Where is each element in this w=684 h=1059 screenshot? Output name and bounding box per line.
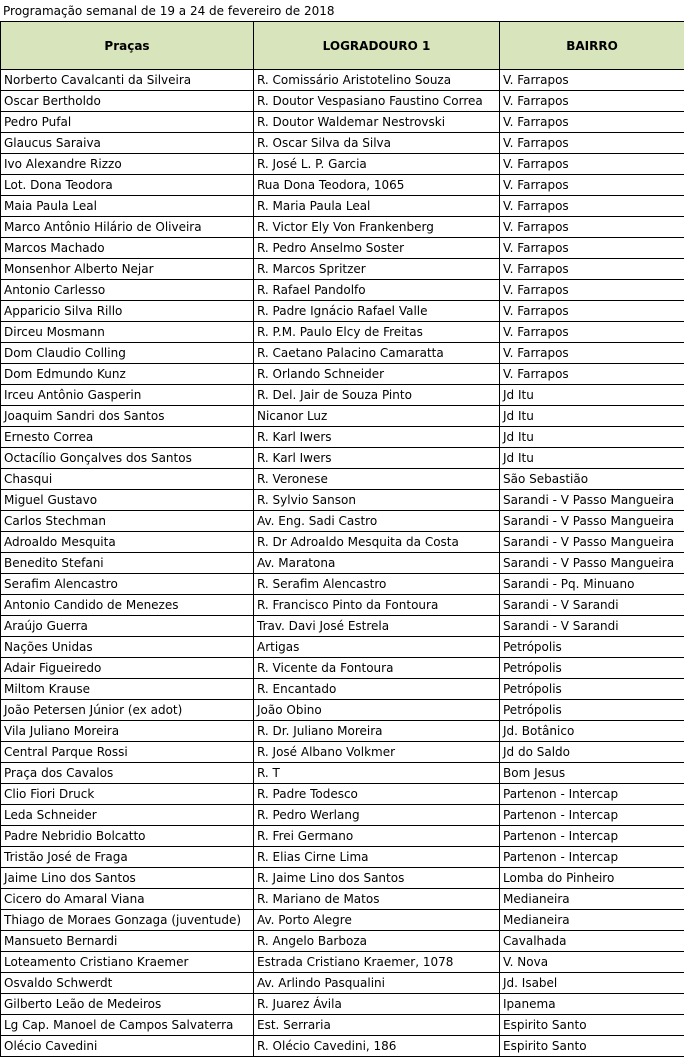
cell-logradouro: R. Angelo Barboza — [254, 931, 500, 952]
cell-bairro: Sarandi - V Sarandi — [500, 595, 684, 616]
cell-praca: Praça dos Cavalos — [1, 763, 254, 784]
cell-bairro: Partenon - Intercap — [500, 826, 684, 847]
cell-praca: Monsenhor Alberto Nejar — [1, 259, 254, 280]
cell-bairro: Sarandi - Pq. Minuano — [500, 574, 684, 595]
cell-logradouro: R. Frei Germano — [254, 826, 500, 847]
table-row — [1, 994, 684, 1015]
cell-bairro: Sarandi - V Passo Mangueira — [500, 532, 684, 553]
table-row — [1, 910, 684, 931]
cell-bairro: V. Farrapos — [500, 217, 684, 238]
header-row — [1, 22, 684, 70]
cell-logradouro: R. Orlando Schneider — [254, 364, 500, 385]
cell-logradouro: R. Mariano de Matos — [254, 889, 500, 910]
cell-bairro: Jd do Saldo — [500, 742, 684, 763]
cell-logradouro: R. José Albano Volkmer — [254, 742, 500, 763]
cell-logradouro: R. Rafael Pandolfo — [254, 280, 500, 301]
cell-bairro: V. Farrapos — [500, 301, 684, 322]
table-row — [1, 70, 684, 91]
cell-logradouro: R. Caetano Palacino Camaratta — [254, 343, 500, 364]
cell-bairro: V. Farrapos — [500, 91, 684, 112]
table-row — [1, 784, 684, 805]
cell-logradouro: Av. Eng. Sadi Castro — [254, 511, 500, 532]
cell-praca: Thiago de Moraes Gonzaga (juventude) — [1, 910, 254, 931]
cell-bairro: Bom Jesus — [500, 763, 684, 784]
cell-praca: Lot. Dona Teodora — [1, 175, 254, 196]
cell-praca: Carlos Stechman — [1, 511, 254, 532]
table-row — [1, 616, 684, 637]
cell-logradouro: Av. Porto Alegre — [254, 910, 500, 931]
table-row — [1, 175, 684, 196]
cell-praca: Gilberto Leão de Medeiros — [1, 994, 254, 1015]
table-row — [1, 427, 684, 448]
table-row — [1, 112, 684, 133]
cell-praca: Marcos Machado — [1, 238, 254, 259]
cell-logradouro: R. Doutor Waldemar Nestrovski — [254, 112, 500, 133]
cell-bairro: V. Farrapos — [500, 343, 684, 364]
table-row — [1, 658, 684, 679]
cell-logradouro: R. Padre Todesco — [254, 784, 500, 805]
cell-logradouro: R. Pedro Werlang — [254, 805, 500, 826]
cell-bairro: V. Farrapos — [500, 238, 684, 259]
cell-bairro: Jd Itu — [500, 385, 684, 406]
cell-bairro: Jd Itu — [500, 406, 684, 427]
cell-bairro: V. Farrapos — [500, 196, 684, 217]
table-row — [1, 826, 684, 847]
cell-logradouro: R. Elias Cirne Lima — [254, 847, 500, 868]
cell-praca: Miguel Gustavo — [1, 490, 254, 511]
table-row — [1, 805, 684, 826]
cell-logradouro: R. Doutor Vespasiano Faustino Correa — [254, 91, 500, 112]
cell-praca: Cicero do Amaral Viana — [1, 889, 254, 910]
cell-bairro: Partenon - Intercap — [500, 784, 684, 805]
cell-bairro: Sarandi - V Passo Mangueira — [500, 511, 684, 532]
table-row — [1, 889, 684, 910]
cell-praca: Jaime Lino dos Santos — [1, 868, 254, 889]
cell-logradouro: R. Encantado — [254, 679, 500, 700]
cell-bairro: Medianeira — [500, 889, 684, 910]
cell-praca: Araújo Guerra — [1, 616, 254, 637]
cell-praca: Dom Edmundo Kunz — [1, 364, 254, 385]
cell-logradouro: R. Olécio Cavedini, 186 — [254, 1036, 500, 1057]
cell-logradouro: R. Marcos Spritzer — [254, 259, 500, 280]
cell-bairro: Jd. Isabel — [500, 973, 684, 994]
cell-logradouro: João Obino — [254, 700, 500, 721]
table-row — [1, 868, 684, 889]
cell-logradouro: R. Karl Iwers — [254, 448, 500, 469]
table-row — [1, 406, 684, 427]
cell-bairro: V. Farrapos — [500, 133, 684, 154]
cell-bairro: Partenon - Intercap — [500, 847, 684, 868]
cell-bairro: V. Farrapos — [500, 259, 684, 280]
cell-bairro: Petrópolis — [500, 637, 684, 658]
cell-praca: Serafim Alencastro — [1, 574, 254, 595]
cell-logradouro: R. Dr Adroaldo Mesquita da Costa — [254, 532, 500, 553]
table-row — [1, 931, 684, 952]
cell-bairro: V. Nova — [500, 952, 684, 973]
cell-bairro: Petrópolis — [500, 658, 684, 679]
cell-bairro: Jd Itu — [500, 448, 684, 469]
cell-logradouro: Trav. Davi José Estrela — [254, 616, 500, 637]
cell-bairro: V. Farrapos — [500, 364, 684, 385]
cell-logradouro: R. P.M. Paulo Elcy de Freitas — [254, 322, 500, 343]
cell-logradouro: R. Serafim Alencastro — [254, 574, 500, 595]
cell-praca: Maia Paula Leal — [1, 196, 254, 217]
cell-praca: Padre Nebridio Bolcatto — [1, 826, 254, 847]
cell-bairro: Ipanema — [500, 994, 684, 1015]
table-row — [1, 448, 684, 469]
cell-logradouro: R. Dr. Juliano Moreira — [254, 721, 500, 742]
cell-logradouro: Estrada Cristiano Kraemer, 1078 — [254, 952, 500, 973]
cell-praca: Dirceu Mosmann — [1, 322, 254, 343]
cell-bairro: V. Farrapos — [500, 280, 684, 301]
cell-logradouro: R. T — [254, 763, 500, 784]
cell-bairro: Sarandi - V Passo Mangueira — [500, 553, 684, 574]
header-logradouro: LOGRADOURO 1 — [254, 22, 500, 70]
cell-bairro: Espirito Santo — [500, 1036, 684, 1057]
table-row — [1, 280, 684, 301]
cell-praca: Ernesto Correa — [1, 427, 254, 448]
table-row — [1, 154, 684, 175]
cell-praca: Pedro Pufal — [1, 112, 254, 133]
cell-praca: Marco Antônio Hilário de Oliveira — [1, 217, 254, 238]
cell-bairro: Partenon - Intercap — [500, 805, 684, 826]
cell-praca: Dom Claudio Colling — [1, 343, 254, 364]
cell-praca: Apparicio Silva Rillo — [1, 301, 254, 322]
table-row — [1, 553, 684, 574]
table-row — [1, 532, 684, 553]
table-row — [1, 721, 684, 742]
cell-praca: Benedito Stefani — [1, 553, 254, 574]
cell-bairro: São Sebastião — [500, 469, 684, 490]
cell-bairro: V. Farrapos — [500, 322, 684, 343]
cell-logradouro: R. José L. P. Garcia — [254, 154, 500, 175]
cell-praca: Adroaldo Mesquita — [1, 532, 254, 553]
cell-bairro: Cavalhada — [500, 931, 684, 952]
cell-praca: Ivo Alexandre Rizzo — [1, 154, 254, 175]
cell-praca: Central Parque Rossi — [1, 742, 254, 763]
cell-praca: Antonio Candido de Menezes — [1, 595, 254, 616]
cell-praca: João Petersen Júnior (ex adot) — [1, 700, 254, 721]
schedule-table — [0, 21, 684, 1057]
cell-bairro: Medianeira — [500, 910, 684, 931]
cell-praca: Antonio Carlesso — [1, 280, 254, 301]
table-row — [1, 574, 684, 595]
table-row — [1, 637, 684, 658]
cell-logradouro: R. Jaime Lino dos Santos — [254, 868, 500, 889]
cell-praca: Osvaldo Schwerdt — [1, 973, 254, 994]
cell-bairro: V. Farrapos — [500, 175, 684, 196]
table-row — [1, 763, 684, 784]
table-row — [1, 511, 684, 532]
cell-praca: Glaucus Saraiva — [1, 133, 254, 154]
cell-logradouro: R. Del. Jair de Souza Pinto — [254, 385, 500, 406]
table-row — [1, 1015, 684, 1036]
table-row — [1, 91, 684, 112]
cell-logradouro: R. Karl Iwers — [254, 427, 500, 448]
table-row — [1, 847, 684, 868]
table-row — [1, 490, 684, 511]
cell-bairro: Lomba do Pinheiro — [500, 868, 684, 889]
table-row — [1, 700, 684, 721]
table-row — [1, 973, 684, 994]
table-row — [1, 238, 684, 259]
cell-bairro: Sarandi - V Passo Mangueira — [500, 490, 684, 511]
cell-bairro: V. Farrapos — [500, 112, 684, 133]
table-row — [1, 259, 684, 280]
table-row — [1, 679, 684, 700]
cell-logradouro: Av. Maratona — [254, 553, 500, 574]
cell-logradouro: Artigas — [254, 637, 500, 658]
cell-logradouro: R. Vicente da Fontoura — [254, 658, 500, 679]
cell-praca: Irceu Antônio Gasperin — [1, 385, 254, 406]
cell-praca: Vila Juliano Moreira — [1, 721, 254, 742]
cell-praca: Octacílio Gonçalves dos Santos — [1, 448, 254, 469]
cell-logradouro: R. Juarez Ávila — [254, 994, 500, 1015]
table-row — [1, 301, 684, 322]
cell-logradouro: R. Francisco Pinto da Fontoura — [254, 595, 500, 616]
cell-bairro: Jd Itu — [500, 427, 684, 448]
cell-praca: Lg Cap. Manoel de Campos Salvaterra — [1, 1015, 254, 1036]
table-row — [1, 322, 684, 343]
cell-logradouro: Rua Dona Teodora, 1065 — [254, 175, 500, 196]
cell-logradouro: R. Padre Ignácio Rafael Valle — [254, 301, 500, 322]
table-row — [1, 742, 684, 763]
cell-praca: Nações Unidas — [1, 637, 254, 658]
cell-praca: Joaquim Sandri dos Santos — [1, 406, 254, 427]
cell-bairro: Espirito Santo — [500, 1015, 684, 1036]
cell-bairro: V. Farrapos — [500, 70, 684, 91]
table-row — [1, 1036, 684, 1057]
table-body — [1, 70, 684, 1057]
cell-bairro: Petrópolis — [500, 679, 684, 700]
cell-logradouro: Nicanor Luz — [254, 406, 500, 427]
cell-praca: Mansueto Bernardi — [1, 931, 254, 952]
header-bairro: BAIRRO — [500, 22, 684, 70]
cell-praca: Chasqui — [1, 469, 254, 490]
schedule-caption: Programação semanal de 19 a 24 de fevereiro de 2018 — [3, 4, 335, 18]
cell-logradouro: R. Pedro Anselmo Soster — [254, 238, 500, 259]
cell-praca: Loteamento Cristiano Kraemer — [1, 952, 254, 973]
table-row — [1, 595, 684, 616]
cell-logradouro: Av. Arlindo Pasqualini — [254, 973, 500, 994]
cell-praca: Miltom Krause — [1, 679, 254, 700]
cell-praca: Tristão José de Fraga — [1, 847, 254, 868]
cell-praca: Leda Schneider — [1, 805, 254, 826]
cell-praca: Norberto Cavalcanti da Silveira — [1, 70, 254, 91]
cell-praca: Olécio Cavedini — [1, 1036, 254, 1057]
cell-logradouro: R. Oscar Silva da Silva — [254, 133, 500, 154]
header-pracas: Praças — [1, 22, 254, 70]
cell-logradouro: R. Victor Ely Von Frankenberg — [254, 217, 500, 238]
table-row — [1, 364, 684, 385]
table-row — [1, 469, 684, 490]
cell-praca: Clio Fiori Druck — [1, 784, 254, 805]
cell-logradouro: R. Maria Paula Leal — [254, 196, 500, 217]
cell-bairro: Jd. Botânico — [500, 721, 684, 742]
cell-logradouro: R. Sylvio Sanson — [254, 490, 500, 511]
table-row — [1, 343, 684, 364]
cell-praca: Oscar Bertholdo — [1, 91, 254, 112]
table-row — [1, 217, 684, 238]
table-row — [1, 133, 684, 154]
table-row — [1, 952, 684, 973]
cell-bairro: Petrópolis — [500, 700, 684, 721]
cell-logradouro: R. Veronese — [254, 469, 500, 490]
table-row — [1, 196, 684, 217]
table-row — [1, 385, 684, 406]
cell-praca: Adair Figueiredo — [1, 658, 254, 679]
cell-bairro: Sarandi - V Sarandi — [500, 616, 684, 637]
cell-bairro: V. Farrapos — [500, 154, 684, 175]
cell-logradouro: Est. Serraria — [254, 1015, 500, 1036]
cell-logradouro: R. Comissário Aristotelino Souza — [254, 70, 500, 91]
